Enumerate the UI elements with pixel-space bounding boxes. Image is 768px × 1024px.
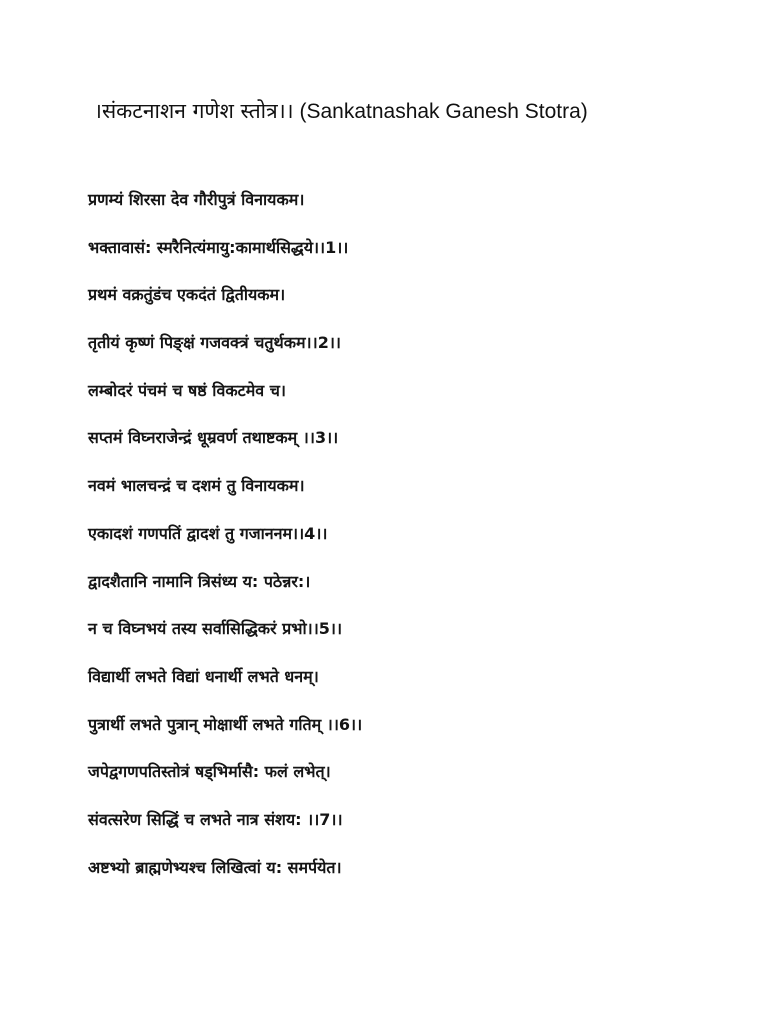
- verse-line: भक्तावासं: स्मरैनित्यंमायु:कामार्थसिद्धये।।1।।: [88, 237, 349, 257]
- verse-line: विद्यार्थी लभते विद्यां धनार्थी लभते धनम्।: [88, 666, 319, 686]
- verse-line: प्रथमं वक्रतुंडंच एकदंतं द्वितीयकम।: [88, 285, 286, 305]
- verse-line: प्रणम्यं शिरसा देव गौरीपुत्रं विनायकम।: [88, 190, 305, 209]
- verse-line: द्वादशैतानि नामानि त्रिसंध्य य: पठेन्नर:।: [88, 571, 311, 591]
- title-latin: (Sankatnashak Ganesh Stotra): [293, 100, 588, 123]
- verse-line: लम्बोदरं पंचमं च षष्ठं विकटमेव च।: [88, 380, 286, 400]
- verse-line: सप्तमं विघ्नराजेन्द्रं धूम्रवर्ण तथाष्टकम् ।।3।।: [88, 428, 339, 448]
- document-title: [94, 96, 744, 127]
- verse-line: संवत्सरेण सिद्धिं च लभते नात्र संशय: ।।7।।: [88, 809, 343, 829]
- verse-line: तृतीयं कृष्णं पिङ्क्षं गजवक्त्रं चतुर्थकम।।2।।: [88, 333, 341, 353]
- verse-line: पुत्रार्थी लभते पुत्रान् मोक्षार्थी लभते गतिम् ।।6।।: [88, 714, 363, 734]
- verse-line: नवमं भालचन्द्रं च दशमं तु विनायकम।: [88, 476, 305, 496]
- verse-line: एकादशं गणपतिं द्वादशं तु गजाननम।।4।।: [88, 523, 328, 543]
- verse-line: अष्टभ्यो ब्राह्मणेभ्यश्च लिखित्वां य: समर्पयेत।: [88, 857, 342, 877]
- verse-line: न च विघ्नभयं तस्य सर्वासिद्धिकरं प्रभो।।5।।: [88, 619, 343, 639]
- verse-line: जपेद्वगणपतिस्तोत्रं षड्भिर्मासै: फलं लभेत्।: [88, 762, 331, 782]
- title-devanagari: ।संकटनाशन गणेश स्तोत्र।।: [94, 99, 294, 123]
- verse-list: [88, 186, 728, 901]
